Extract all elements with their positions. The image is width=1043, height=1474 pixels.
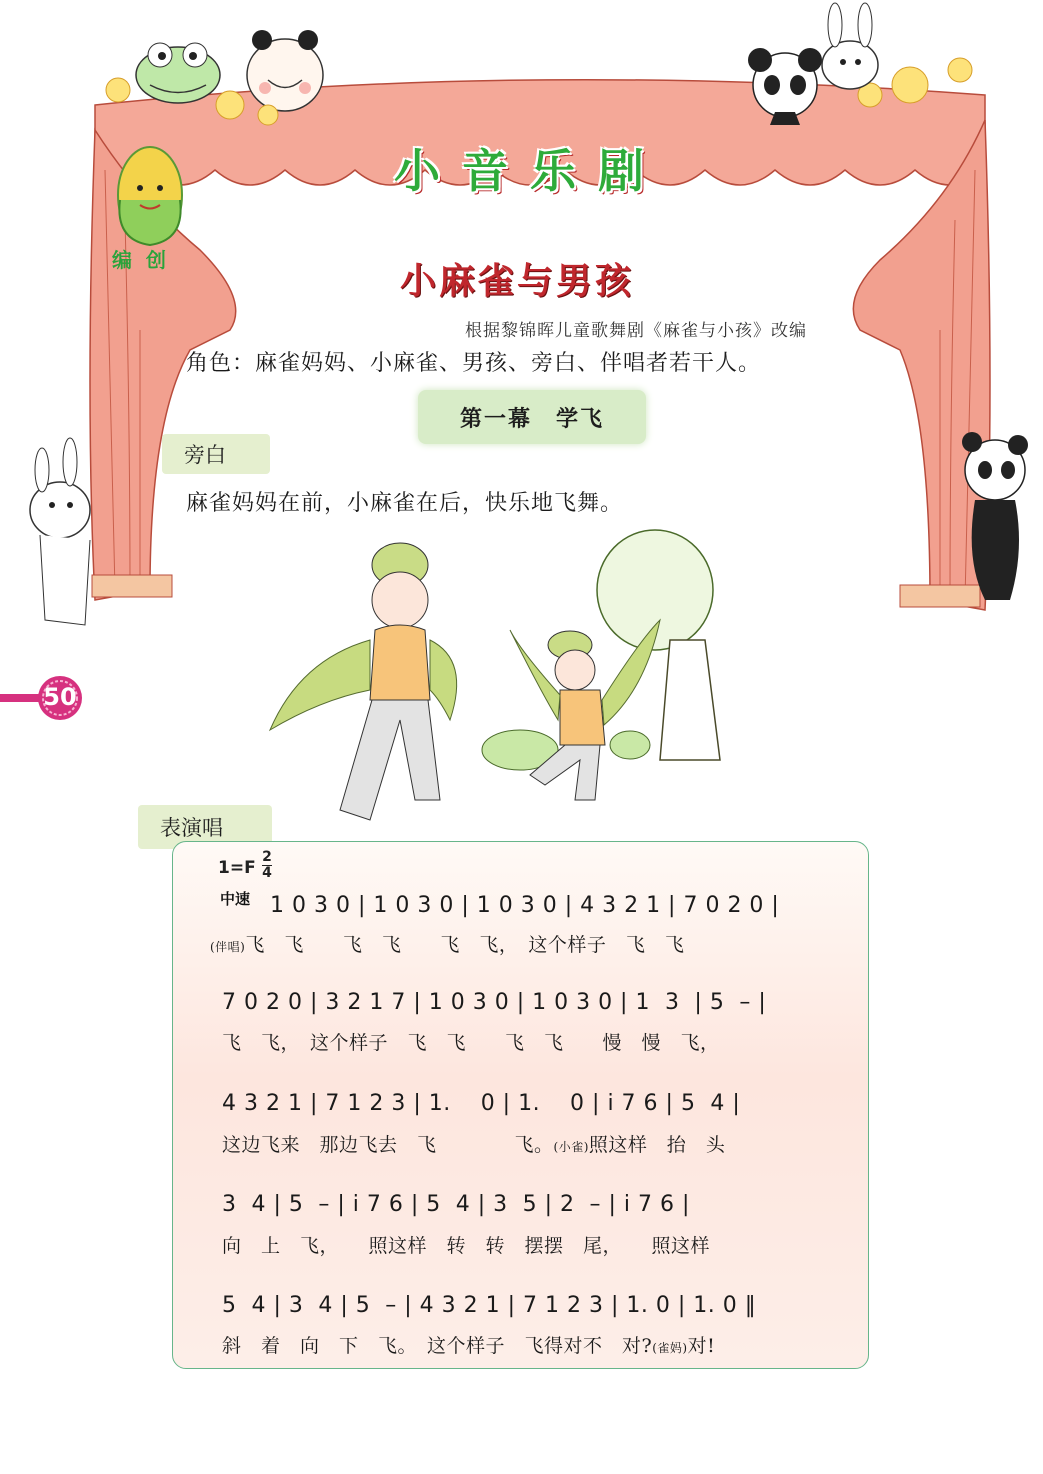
key-signature: 1=F [218, 858, 256, 878]
time-bottom: 4 [262, 865, 272, 881]
performance-tag: 表演唱 [138, 805, 272, 849]
score-notes-line-1: 1 0 3 0 | 1 0 3 0 | 1 0 3 0 | 4 3 2 1 | 7 0 2 0 | [270, 893, 780, 918]
score-lyrics-line-2: 飞 飞， 这个样子 飞 飞 飞 飞 慢 慢 飞， [222, 1032, 720, 1054]
score-notes-line-4: 3 4 | 5 – | i 7 6 | 5 4 | 3 5 | 2 – | i 7 6 | [222, 1192, 690, 1217]
lyric-text: 照这样 抬 头 [588, 1134, 726, 1156]
time-top: 2 [262, 849, 272, 865]
doll-face-icon [247, 30, 323, 111]
act-heading: 第一幕 学飞 [418, 390, 646, 444]
curtain-right [853, 120, 990, 610]
lyric-text: 斜 着 向 下 飞。 这个样子 飞得对不 对? [222, 1335, 653, 1357]
score-lyrics-line-5 [222, 1331, 715, 1358]
time-signature [262, 850, 272, 881]
rabbit-left-icon [30, 438, 90, 625]
page-number: 50 [43, 683, 77, 711]
tempo-mark: 中速 [220, 890, 251, 908]
main-title: 小音乐剧 [394, 144, 666, 198]
score-lyrics-line-1 [210, 930, 684, 957]
narration-text: 麻雀妈妈在前，小麻雀在后，快乐地飞舞。 [186, 491, 624, 516]
score-notes-line-5: 5 4 | 3 4 | 5 – | 4 3 2 1 | 7 1 2 3 | 1. 0 | 1. 0 ‖ [222, 1293, 757, 1318]
lyric-text: 对! [687, 1335, 716, 1357]
score-notes-line-3: 4 3 2 1 | 7 1 2 3 | 1. 0 | 1. 0 | i 7 6 | 5 4 | [222, 1091, 741, 1116]
lyric-role: (雀妈) [652, 1341, 688, 1355]
frog-icon [136, 43, 220, 103]
lyric-role: (小雀) [553, 1140, 589, 1154]
rabbit-icon [822, 3, 878, 89]
play-title: 小麻雀与男孩 [400, 260, 635, 302]
narration-tag: 旁白 [162, 434, 270, 474]
lyric-text: 飞 飞 飞 飞 飞 飞， 这个样子 飞 飞 [245, 934, 685, 956]
lyric-role: (伴唱) [210, 940, 246, 954]
baby-sparrow-figure [510, 620, 660, 800]
corn-mascot-icon [118, 147, 182, 245]
mother-sparrow-figure [270, 543, 457, 820]
source-note: 根据黎锦晖儿童歌舞剧《麻雀与小孩》改编 [465, 321, 807, 341]
score-lyrics-line-4: 向 上 飞， 照这样 转 转 摆摆 尾， 照这样 [222, 1235, 711, 1257]
roles-line: 角色：麻雀妈妈、小麻雀、男孩、旁白、伴唱者若干人。 [186, 351, 762, 376]
badge-label: 编创 [112, 248, 180, 272]
page-number-badge [0, 675, 92, 721]
score-notes-line-2: 7 0 2 0 | 3 2 1 7 | 1 0 3 0 | 1 0 3 0 | 1 3 | 5 – | [222, 990, 767, 1015]
score-lyrics-line-3 [222, 1130, 725, 1157]
lyric-text: 这边飞来 那边飞去 飞 飞。 [222, 1134, 554, 1156]
